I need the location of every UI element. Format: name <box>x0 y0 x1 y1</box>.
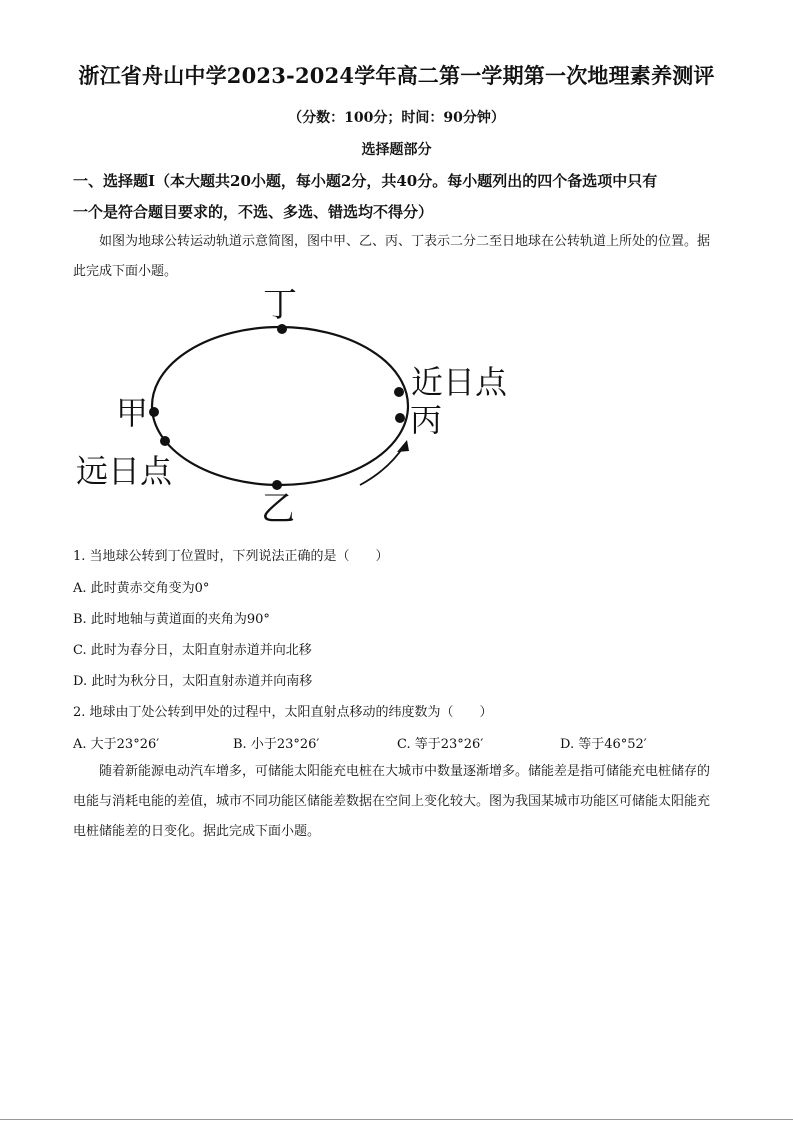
label-aphelion: 远日点 <box>76 452 173 490</box>
passage-1: 如图为地球公转运动轨道示意简图，图中甲、乙、丙、丁表示二分二至日地球在公转轨道上所处的位置。据此完成下面小题。 <box>73 234 711 279</box>
label-bing: 丙 <box>410 401 443 439</box>
label-ding: 丁 <box>263 285 297 325</box>
question-1-option-b: B. 此时地轴与黄道面的夹角为90° <box>73 612 270 627</box>
question-2-option-d: D. 等于46°52′ <box>560 737 647 752</box>
question-2-option-b: B. 小于23°26′ <box>233 737 320 752</box>
question-2-option-a: A. 大于23°26′ <box>73 737 160 752</box>
section-heading-line1: 一、选择题Ⅰ（本大题共20小题，每小题2分，共40分。每小题列出的四个备选项中只有 <box>73 172 658 190</box>
point-ding <box>277 324 287 334</box>
question-2-stem: 2. 地球由丁处公转到甲处的过程中，太阳直射点移动的纬度数为（ ） <box>73 705 493 720</box>
orbit-ellipse <box>152 327 408 485</box>
passage-2: 随着新能源电动汽车增多，可储能太阳能充电桩在大城市中数量逐渐增多。储能差是指可储能充电桩储存的电能与消耗电能的差值，城市不同功能区储能差数据在空间上变化较大。图为我国某城市功能区可储能太阳能充电桩储能差的日变化。据此完成下面小题。 <box>73 764 711 839</box>
page-bottom-rule <box>0 1119 793 1120</box>
part-label: 选择题部分 <box>361 142 432 158</box>
label-yi: 乙 <box>261 489 295 529</box>
direction-arrow-head <box>397 440 409 452</box>
point-jia <box>149 407 159 417</box>
question-1-option-d: D. 此时为秋分日，太阳直射赤道并向南移 <box>73 674 313 689</box>
question-2-option-c: C. 等于23°26′ <box>397 737 484 752</box>
label-perihelion: 近日点 <box>411 363 508 401</box>
question-1-option-a: A. 此时黄赤交角变为0° <box>73 581 210 596</box>
point-perihelion <box>394 387 404 397</box>
question-1-stem: 1. 当地球公转到丁位置时，下列说法正确的是（ ） <box>73 549 389 564</box>
label-jia: 甲 <box>115 394 149 432</box>
section-heading-line2: 一个是符合题目要求的，不选、多选、错选均不得分） <box>73 203 434 221</box>
exam-subtitle: （分数：100分；时间：90分钟） <box>288 110 505 126</box>
point-aphelion <box>160 436 170 446</box>
exam-title: 浙江省舟山中学2023-2024学年高二第一学期第一次地理素养测评 <box>78 63 715 88</box>
question-1-option-c: C. 此时为春分日，太阳直射赤道并向北移 <box>73 643 312 658</box>
point-bing <box>395 413 405 423</box>
orbit-diagram <box>0 0 793 560</box>
